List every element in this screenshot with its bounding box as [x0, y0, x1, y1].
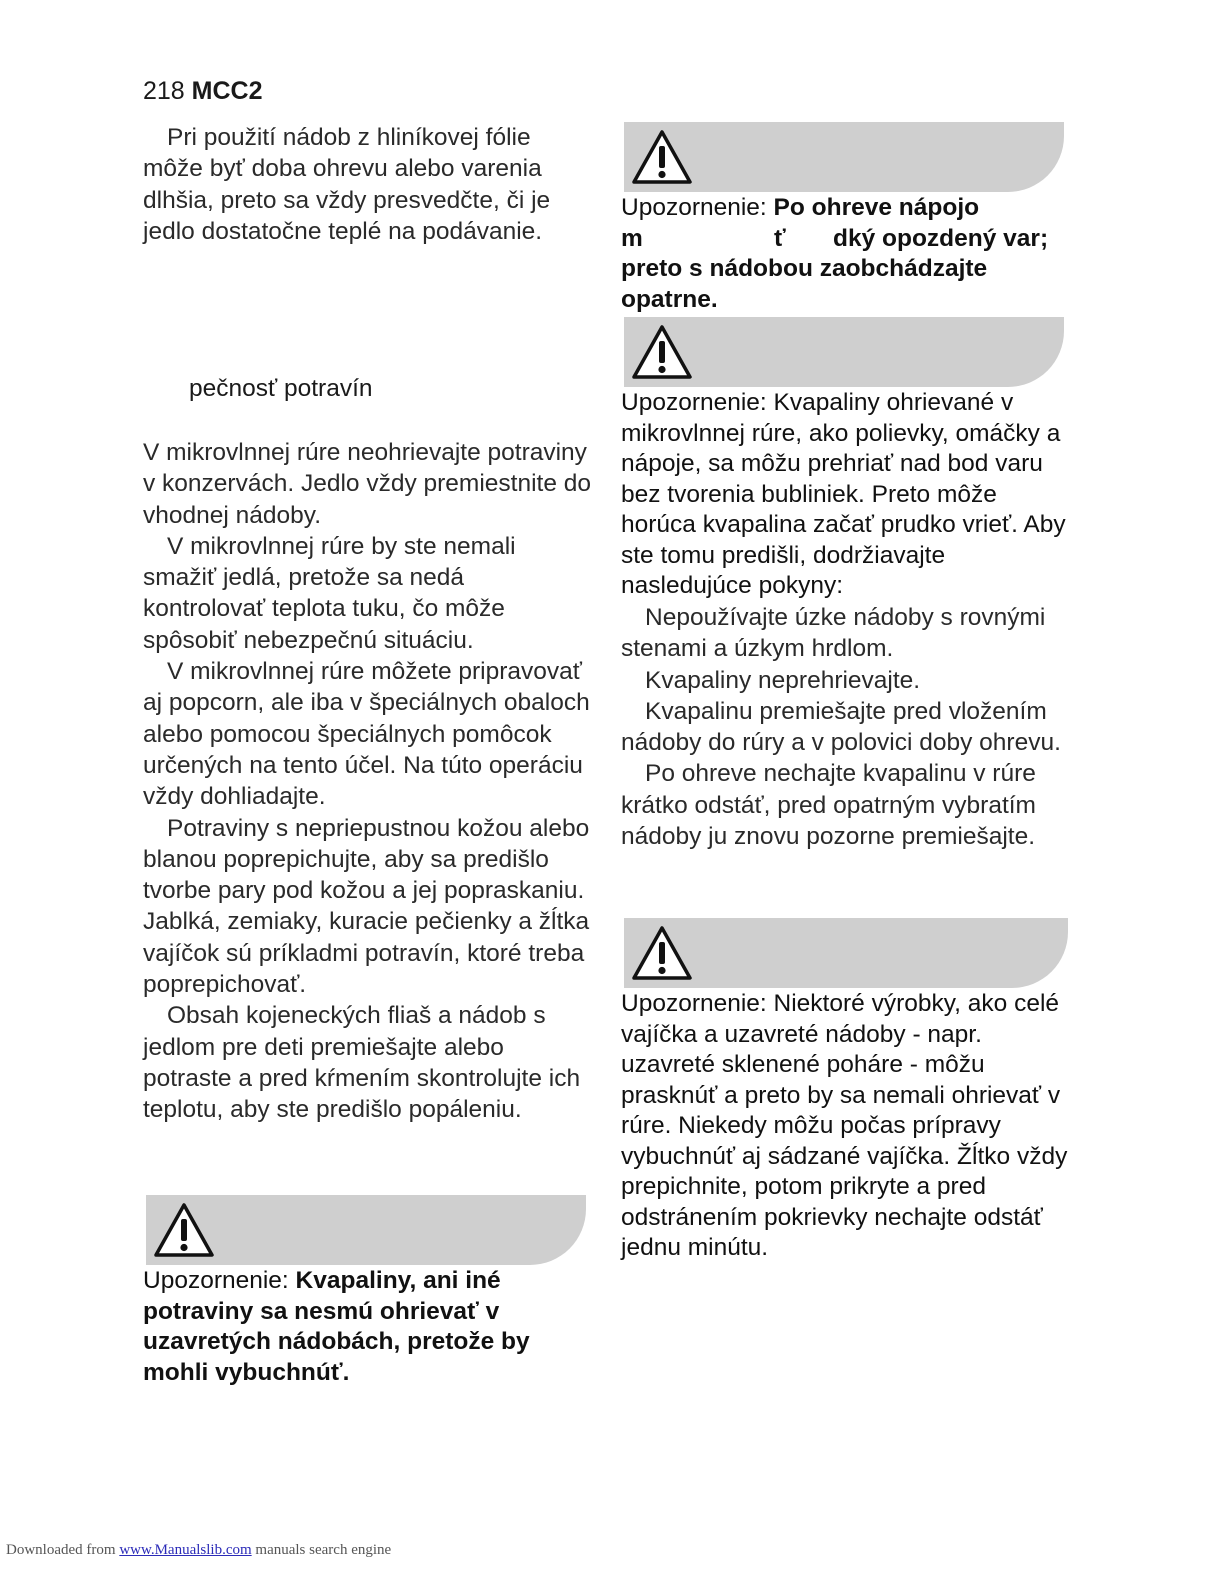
warning-fragment: ť [774, 224, 786, 252]
warning-triangle-icon [630, 323, 694, 381]
warning-triangle-icon [630, 924, 694, 982]
left-intro [143, 122, 593, 247]
warning-line: preto s nádobou zaobchádzajte [621, 255, 988, 282]
instruction-item: Po ohreve nechajte kvapalinu v rúre krátko odstáť, pred opatrným vybratím nádoby ju znovu pozorne premiešajte. [621, 760, 1036, 851]
page-number: 218 [143, 77, 185, 105]
warning-banner [624, 918, 1068, 988]
model-name: MCC2 [191, 77, 263, 105]
footer [6, 1542, 391, 1559]
warning-banner [146, 1195, 586, 1265]
instruction-item: Nepoužívajte úzke nádoby s rovnými stenami a úzkym hrdlom. [621, 604, 1046, 663]
warning-fragment: m [621, 224, 643, 252]
paragraph: V mikrovlnnej rúre môžete pripravovať aj popcorn, ale iba v špeciálnych obaloch alebo pomocou špeciálnych pomôcok určených na tento účel. Na túto operáciu vždy dohliadajte. [143, 658, 590, 811]
warning-banner [624, 122, 1064, 192]
warning-banner [624, 317, 1064, 387]
instruction-item: Kvapaliny neprehrievajte. [645, 666, 921, 694]
warning-fragment: dký opozdený var; [833, 224, 1049, 252]
warning-text: Upozornenie: Kvapaliny ohrievané v mikrovlnnej rúre, ako polievky, omáčky a nápoje, sa môžu prehriať nad bod varu bez tvorenia bubliniek. Preto môže horúca kvapalina začať prudko vrieť. Aby ste tomu predišli, dodržiavajte nasledujúce pokyny: [621, 389, 1066, 599]
paragraph: Obsah kojeneckých fliaš a nádob s jedlom pre deti premiešajte alebo potraste a pred kŕmením skontrolujte ich teplotu, aby ste predišlo popáleniu. [143, 1002, 581, 1124]
footer-link[interactable]: www.Manualslib.com [119, 1542, 252, 1558]
footer-suffix: manuals search engine [251, 1542, 392, 1558]
intro-paragraph: Pri použití nádob z hliníkovej fólie môže byť doba ohrevu alebo varenia dlhšia, preto sa vždy presvedčte, či je jedlo dostatočne teplé na podávanie. [143, 124, 551, 245]
page-header [143, 76, 263, 106]
section-title: pečnosť potravín [189, 375, 373, 402]
warning-text: Upozornenie: Niektoré výrobky, ako celé vajíčka a uzavreté nádoby - napr. uzavreté sklenené poháre - môžu prasknúť a preto by sa nemali ohrievať v rúre. Niekedy môžu počas prípravy vybuchnúť aj sádzané vajíčka. Žĺtko vždy prepichnite, potom prikryte a pred odstránením pokrievky nechajte odstáť jednu minútu. [621, 990, 1068, 1261]
warning-line: opatrne. [621, 285, 718, 313]
instruction-item: Kvapalinu premiešajte pred vložením nádoby do rúry a v polovici doby ohrevu. [621, 697, 1061, 757]
warning-triangle-icon [152, 1201, 216, 1259]
warning-line [621, 224, 1071, 255]
warning-label: Upozornenie: [143, 1267, 296, 1294]
warning-text [621, 193, 1071, 315]
paragraph: V mikrovlnnej rúre neohrievajte potraviny v konzervách. Jedlo vždy premiestnite do vhodnej nádoby. [143, 439, 592, 529]
warning-text [143, 1266, 593, 1388]
left-body [143, 437, 593, 1126]
warning-bold: Po ohreve nápojo [773, 194, 980, 221]
warning-label: Upozornenie: [621, 194, 774, 221]
warning-bold: Kvapaliny, ani iné potraviny sa nesmú ohrievať v uzavretých nádobách, pretože by mohli vybuchnúť. [143, 1267, 530, 1386]
instructions [621, 602, 1071, 852]
footer-prefix: Downloaded from [6, 1542, 120, 1558]
paragraph: V mikrovlnnej rúre by ste nemali smažiť jedlá, pretože sa nedá kontrolovať teplota tuku, čo môže spôsobiť nebezpečnú situáciu. [143, 532, 516, 654]
paragraph: Potraviny s nepriepustnou kožou alebo blanou poprepichujte, aby sa predišlo tvorbe pary pod kožou a jej popraskaniu. Jablká, zemiaky, kuracie pečienky a žĺtka vajíčok sú príkladmi potravín, ktoré treba poprepichovať. [143, 814, 590, 999]
warning-triangle-icon [630, 128, 694, 186]
